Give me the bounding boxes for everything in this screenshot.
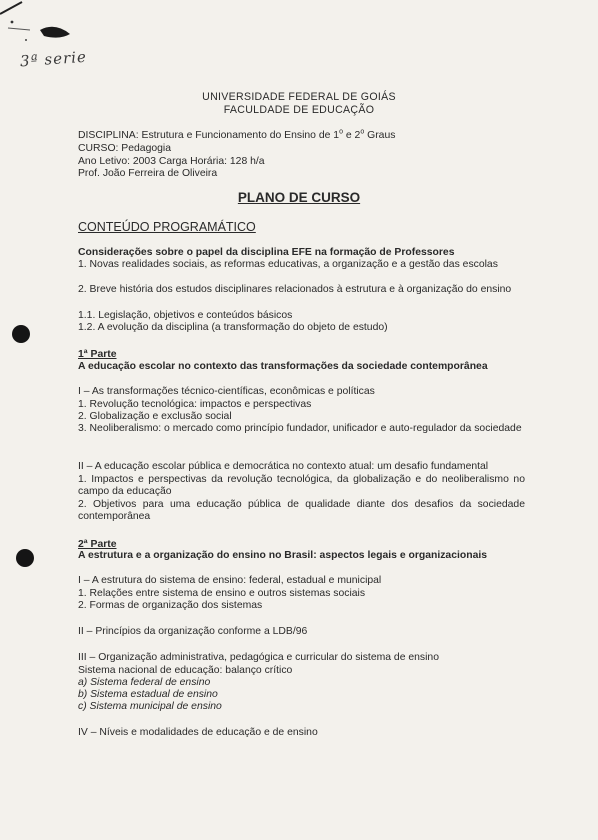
part1-s2-heading: II – A educação escolar pública e democrática no contexto atual: um desafio fundamental <box>78 461 489 472</box>
university-name: UNIVERSIDADE FEDERAL DE GOIÁS <box>202 91 396 103</box>
faculty-name: FACULDADE DE EDUCAÇÃO <box>223 104 375 116</box>
part1-s1-item2: 2. Globalização e exclusão social <box>78 411 232 422</box>
year-line: Ano Letivo: 2003 Carga Horária: 128 h/a <box>78 156 265 167</box>
part1-s2-item1: 1. Impactos e perspectivas da revolução tecnológica, da globalização e do neoliberalismo no campo da educação <box>78 474 525 498</box>
part2-s3-a: a) Sistema federal de ensino <box>78 677 211 688</box>
intro-heading: Considerações sobre o papel da disciplina EFE na formação de Professores <box>78 247 455 258</box>
part2-s1-heading: I – A estrutura do sistema de ensino: federal, estadual e municipal <box>78 575 382 586</box>
part2-label: 2ª Parte <box>78 539 117 550</box>
part2-s1-item1: 1. Relações entre sistema de ensino e outros sistemas sociais <box>78 588 366 599</box>
part1-s1-heading: I – As transformações técnico-científicas, econômicas e políticas <box>78 386 375 397</box>
part2-s3-b: b) Sistema estadual de ensino <box>78 689 218 700</box>
part2-s3-sub: Sistema nacional de educação: balanço crítico <box>78 665 293 676</box>
part2-s4-heading: IV – Níveis e modalidades de educação e de ensino <box>78 727 318 738</box>
part1-label: 1ª Parte <box>78 349 117 360</box>
section-heading: CONTEÚDO PROGRAMÁTICO <box>78 220 256 234</box>
page-title: PLANO DE CURSO <box>237 190 361 205</box>
intro-item-1-2: 1.2. A evolução da disciplina (a transformação do objeto de estudo) <box>78 322 388 333</box>
part1-s2-item2: 2. Objetivos para uma educação pública de qualidade diante dos desafios da sociedade contemporânea <box>78 499 525 523</box>
part1-s1-item1: 1. Revolução tecnológica: impactos e perspectivas <box>78 399 312 410</box>
part2-s2-heading: II – Princípios da organização conforme a LDB/96 <box>78 626 308 637</box>
discipline-line: DISCIPLINA: Estrutura e Funcionamento do Ensino de 1$^o$ e 2$^o$ Graus <box>78 128 396 141</box>
part2-s3-c: c) Sistema municipal de ensino <box>78 701 222 712</box>
handwritten-note: 3ª serie <box>19 47 88 71</box>
intro-item-2: 2. Breve história dos estudos disciplinares relacionados à estrutura e à organização do ensino <box>78 284 512 295</box>
intro-item-1: 1. Novas realidades sociais, as reformas educativas, a organização e a gestão das escolas <box>78 259 498 270</box>
part1-title: A educação escolar no contexto das transformações da sociedade contemporânea <box>78 361 488 372</box>
punch-hole-bottom <box>16 549 34 567</box>
part2-title: A estrutura e a organização do ensino no Brasil: aspectos legais e organizacionais <box>78 550 488 561</box>
part2-s1-item2: 2. Formas de organização dos sistemas <box>78 600 263 611</box>
course-line: CURSO: Pedagogia <box>78 143 171 154</box>
professor-line: Prof. João Ferreira de Oliveira <box>78 168 218 179</box>
punch-hole-top <box>12 325 30 343</box>
part2-s3-heading: III – Organização administrativa, pedagógica e curricular do sistema de ensino <box>78 652 439 663</box>
part1-s1-item3: 3. Neoliberalismo: o mercado como princípio fundador, unificador e auto-regulador da sociedade <box>78 423 522 434</box>
intro-item-1-1: 1.1. Legislação, objetivos e conteúdos básicos <box>78 310 293 321</box>
